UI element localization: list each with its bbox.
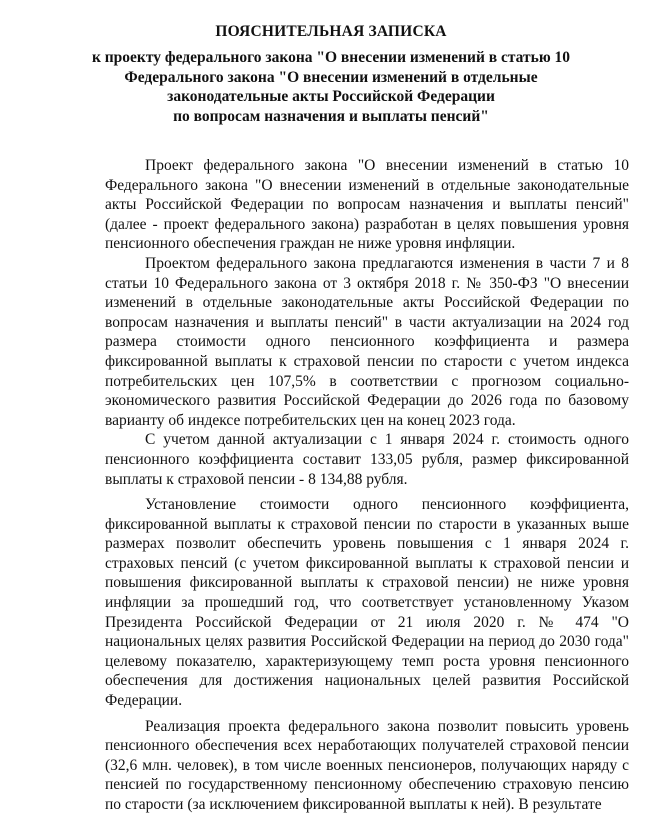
subtitle-line: по вопросам назначения и выплаты пенсий" (173, 107, 489, 125)
paragraph-purpose: Проект федерального закона "О внесении изменений в статью 10 Федерального закона "О внесении изменений в отдельные законодательные акты Российской Федерации по вопросам назначения и выплаты пенсий" (далее - проект федерального закона) разработан в целях повышения уровня пенсионного обеспечения граждан не ниже уровня инфляции. (105, 157, 629, 253)
document-subtitle (0, 48, 662, 126)
paragraph-values: С учетом данной актуализации с 1 января 2024 г. стоимость одного пенсионного коэффициента составит 133,05 рубля, размер фиксированной выплаты к страховой пенсии - 8 134,88 рубля. (105, 431, 629, 488)
subtitle-line: законодательные акты Российской Федерации (167, 88, 495, 106)
document-body (105, 156, 629, 815)
paragraph-effect: Реализация проекта федерального закона позволит повысить уровень пенсионного обеспечения всех неработающих получателей страховой пенсии (32,6 млн. человек), в том числе военных пенсионеров, получающих наряду с пенсией по государственному пенсионному обеспечению страховую пенсию по старости (за исключением фиксированной выплаты к ней). В результате (105, 717, 629, 813)
paragraph-amendments: Проектом федерального закона предлагаются изменения в части 7 и 8 статьи 10 Федерального закона от 3 октября 2018 г. № 350-ФЗ "О внесении изменений в отдельные законодательные акты Российской Федерации по вопросам назначения и выплаты пенсий" в части актуализации на 2024 год размера стоимости одного пенсионного коэффициента и размера фиксированной выплаты к страховой пенсии по старости с учетом индекса потребительских цен 107,5% в соответствии с прогнозом социально-экономического развития Российской Федерации до 2026 года по базовому варианту об индексе потребительских цен на конец 2023 года. (105, 254, 629, 429)
subtitle-line: к проекту федерального закона "О внесении изменений в статью 10 (91, 49, 571, 66)
paragraph-justification: Установление стоимости одного пенсионного коэффициента, фиксированной выплаты к страховой пенсии по старости в указанных выше размерах позволит обеспечить уровень повышения с 1 января 2024 г. страховых пенсий (с учетом фиксированной выплаты к страховой пенсии и повышения фиксированной выплаты к страховой пенсии) не ниже уровня инфляции за прошедший год, что соответствует установленному Указом Президента Российской Федерации от 21 июля 2020 г. № 474 "О национальных целях развития Российской Федерации на период до 2030 года" целевому показателю, характеризующему темп роста уровня пенсионного обеспечения для достижения национальных целей развития Российской Федерации. (105, 496, 629, 710)
subtitle-line: Федерального закона "О внесении изменений в отдельные (124, 68, 538, 86)
document-title: ПОЯСНИТЕЛЬНАЯ ЗАПИСКА (215, 23, 447, 40)
